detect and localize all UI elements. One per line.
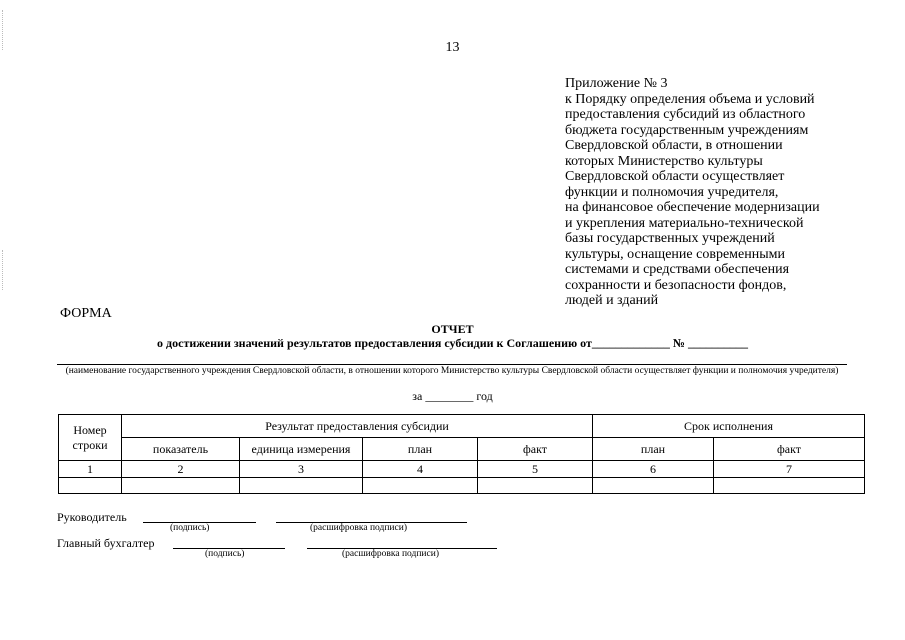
row-number-header: Номер строки (59, 415, 122, 461)
table-cell (478, 478, 593, 494)
appendix-line: которых Министерство культуры (565, 153, 763, 169)
column-header: план (593, 438, 714, 461)
table-cell (59, 478, 122, 494)
appendix-line: людей и зданий (565, 293, 659, 308)
column-number: 3 (240, 461, 363, 478)
report-title: ОТЧЕТ (431, 322, 474, 336)
column-header: план (363, 438, 478, 461)
appendix-line: сохранности и безопасности фондов, (565, 277, 787, 293)
appendix-line: системами и средствами обеспечения (565, 262, 790, 277)
appendix-line: бюджета государственным учреждениям (565, 122, 809, 138)
result-header: Результат предоставления субсидии (122, 415, 593, 438)
column-header: показатель (122, 438, 240, 461)
appendix-line: Приложение № 3 (565, 76, 668, 91)
scan-margin-mark (2, 250, 4, 290)
column-number: 1 (59, 461, 122, 478)
table-header-row (59, 415, 865, 438)
appendix-line: базы государственных учреждений (565, 231, 775, 246)
appendix-line: Свердловской области, в отношении (565, 138, 783, 153)
head-signature-caption: (подпись) (170, 523, 210, 533)
accountant-signature-caption: (подпись) (205, 549, 245, 559)
table-cell (363, 478, 478, 494)
report-table (58, 414, 865, 494)
appendix-line: к Порядку определения объема и условий (565, 91, 815, 107)
appendix-line: на финансовое обеспечение модернизации (565, 200, 820, 215)
report-period: за ________ год (412, 389, 493, 403)
column-number: 2 (122, 461, 240, 478)
column-number: 6 (593, 461, 714, 478)
table-cell (593, 478, 714, 494)
table-cell (122, 478, 240, 494)
column-number: 7 (714, 461, 865, 478)
column-header: факт (478, 438, 593, 461)
appendix-line: Свердловской области осуществляет (565, 169, 785, 184)
head-transcript-caption: (расшифровка подписи) (310, 523, 407, 533)
appendix-line: и укрепления материально-технической (565, 215, 804, 231)
appendix-line: функции и полномочия учредителя, (565, 184, 779, 200)
head-label: Руководитель (57, 510, 127, 524)
column-number-row (59, 461, 865, 478)
appendix-block (565, 76, 865, 309)
appendix-line: культуры, оснащение современными (565, 246, 785, 262)
column-header: единица измерения (240, 438, 363, 461)
table-row (59, 478, 865, 494)
table-cell (714, 478, 865, 494)
form-label: ФОРМА (60, 306, 112, 321)
column-number: 4 (363, 461, 478, 478)
table-cell (240, 478, 363, 494)
report-subtitle: о достижении значений результатов предоставления субсидии к Соглашению от_____________ № __________ (157, 336, 748, 350)
appendix-line: предоставления субсидий из областного (565, 107, 806, 122)
column-header: факт (714, 438, 865, 461)
deadline-header: Срок исполнения (593, 415, 865, 438)
institution-name-line (57, 364, 847, 365)
column-number: 5 (478, 461, 593, 478)
table-subheader-row (59, 438, 865, 461)
chief-accountant-label: Главный бухгалтер (57, 536, 155, 550)
accountant-transcript-caption: (расшифровка подписи) (342, 549, 439, 559)
page-number: 13 (445, 40, 460, 55)
institution-caption: (наименование государственного учреждения Свердловской области, в отношении которого Министерство культуры Свердловской области осуществляет функции и полномочия учредителя) (65, 366, 839, 376)
